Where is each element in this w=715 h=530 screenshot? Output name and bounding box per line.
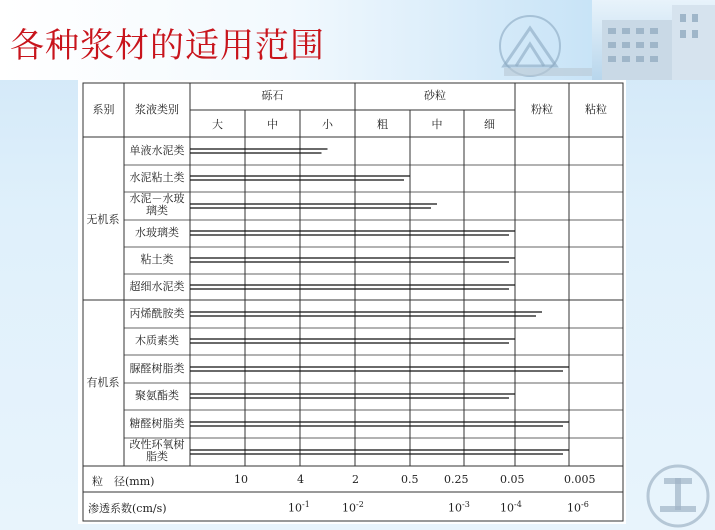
grain-size-label: 粒 径(mm) [92, 475, 155, 488]
row-label: 水玻璃类 [135, 226, 179, 239]
grout-applicability-table [78, 80, 626, 524]
row-label: 水泥粘土类 [129, 171, 185, 184]
row-label: 超细水泥类 [129, 280, 185, 293]
subheader-sand-coarse: 粗 [377, 118, 388, 131]
subheader-gravel-small: 小 [322, 118, 333, 131]
header-system: 系别 [92, 103, 115, 116]
row-label: 水泥－水玻璃类 [129, 192, 185, 217]
grain-size-value: 0.005 [564, 473, 596, 486]
grain-size-value: 4 [297, 473, 304, 486]
permeability-label: 渗透系数(cm/s) [88, 502, 167, 515]
permeability-value: $10^{-3}$ [448, 500, 470, 515]
header-sand: 砂粒 [424, 89, 446, 102]
permeability-value: $10^{-6}$ [567, 500, 589, 515]
grain-size-value: 0.05 [500, 473, 525, 486]
row-label: 脲醛树脂类 [129, 362, 185, 375]
subheader-sand-fine: 细 [484, 118, 495, 131]
slide-title: 各种浆材的适用范围 [10, 26, 325, 66]
header-silt: 粉粒 [531, 103, 553, 116]
rec-logo-icon [640, 462, 712, 530]
row-label: 单液水泥类 [129, 144, 185, 157]
row-label: 改性环氧树脂类 [129, 438, 185, 463]
row-label: 糖醛树脂类 [129, 417, 185, 430]
group-organic: 有机系 [86, 376, 120, 389]
building-photo [592, 0, 715, 80]
grain-size-value: 0.25 [444, 473, 469, 486]
grain-size-value: 0.5 [401, 473, 419, 486]
row-label: 丙烯酰胺类 [129, 307, 185, 320]
grain-size-value: 2 [352, 473, 359, 486]
grain-size-value: 10 [234, 473, 248, 486]
subheader-sand-medium: 中 [431, 118, 443, 131]
group-inorganic: 无机系 [86, 213, 120, 226]
row-label: 木质素类 [135, 334, 179, 347]
header-gravel: 砾石 [261, 89, 284, 102]
permeability-value: $10^{-1}$ [288, 500, 310, 515]
header-grout-type: 浆液类别 [135, 103, 179, 116]
row-label: 聚氨酯类 [135, 389, 179, 402]
subheader-gravel-medium: 中 [267, 118, 278, 131]
permeability-value: $10^{-2}$ [342, 500, 364, 515]
header-clay: 粘粒 [585, 103, 607, 116]
company-logo-icon [490, 8, 600, 80]
row-label: 粘土类 [140, 253, 174, 266]
subheader-gravel-large: 大 [212, 118, 223, 131]
permeability-value: $10^{-4}$ [500, 500, 522, 515]
